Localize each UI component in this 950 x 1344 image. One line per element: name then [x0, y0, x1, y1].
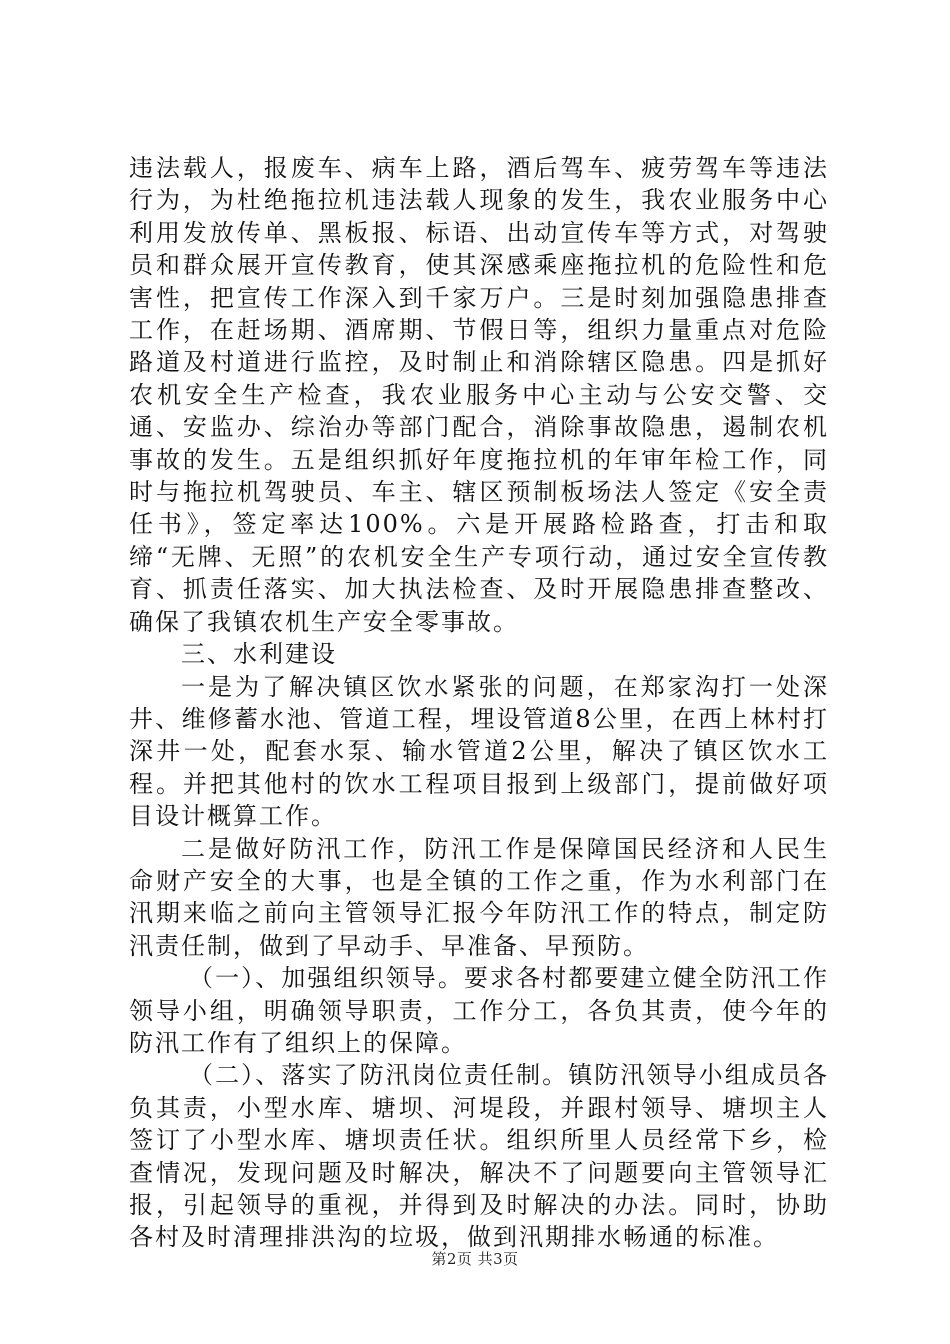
paragraph-drinking-water: 一是为了解决镇区饮水紧张的问题，在郑家沟打一处深井、维修蓄水池、管道工程，埋设管道8公里，在西上林村打深井一处，配套水泵、输水管道2公里，解决了镇区饮水工程。并把其他村的饮水工程项目报到上级部门，提前做好项目设计概算工作。: [129, 672, 829, 831]
section-heading-water-conservancy: 三、水利建设: [181, 640, 337, 669]
paragraph-responsibility-system: （二）、落实了防汛岗位责任制。镇防汛领导小组成员各负其责，小型水库、塘坝、河堤段，并跟村领导、塘坝主人签订了小型水库、塘坝责任状。组织所里人员经常下乡，检查情况，发现问题及时解决，解决不了问题要向主管领导汇报，引起领导的重视，并得到及时解决的办法。同时，协助各村及时清理排洪沟的垃圾，做到汛期排水畅通的标准。: [129, 1061, 829, 1252]
paragraph-flood-control: 二是做好防汛工作，防汛工作是保障国民经济和人民生命财产安全的大事，也是全镇的工作之重，作为水利部门在汛期来临之前向主管领导汇报今年防汛工作的特点，制定防汛责任制，做到了早动手、早准备、早预防。: [129, 834, 829, 960]
page-number-footer: 第2页 共3页: [431, 1250, 519, 1268]
document-body: [129, 152, 829, 1254]
paragraph-tractor-safety: 违法载人，报废车、病车上路，酒后驾车、疲劳驾车等违法行为，为杜绝拖拉机违法载人现象的发生，我农业服务中心利用发放传单、黑板报、标语、出动宣传车等方式，对驾驶员和群众展开宣传教育，使其深感乘座拖拉机的危险性和危害性，把宣传工作深入到千家万户。三是时刻加强隐患排查工作，在赶场期、酒席期、节假日等，组织力量重点对危险路道及村道进行监控，及时制止和消除辖区隐患。四是抓好农机安全生产检查，我农业服务中心主动与公安交警、交通、安监办、综治办等部门配合，消除事故隐患，遏制农机事故的发生。五是组织抓好年度拖拉机的年审年检工作，同时与拖拉机驾驶员、车主、辖区预制板场法人签定《安全责任书》，签定率达100%。六是开展路检路查，打击和取缔“无牌、无照”的农机安全生产专项行动，通过安全宣传教育、抓责任落实、加大执法检查、及时开展隐患排查整改、确保了我镇农机生产安全零事故。: [129, 154, 829, 636]
paragraph-organization-leadership: （一）、加强组织领导。要求各村都要建立健全防汛工作领导小组，明确领导职责，工作分工，各负其责，使今年的防汛工作有了组织上的保障。: [129, 964, 829, 1057]
